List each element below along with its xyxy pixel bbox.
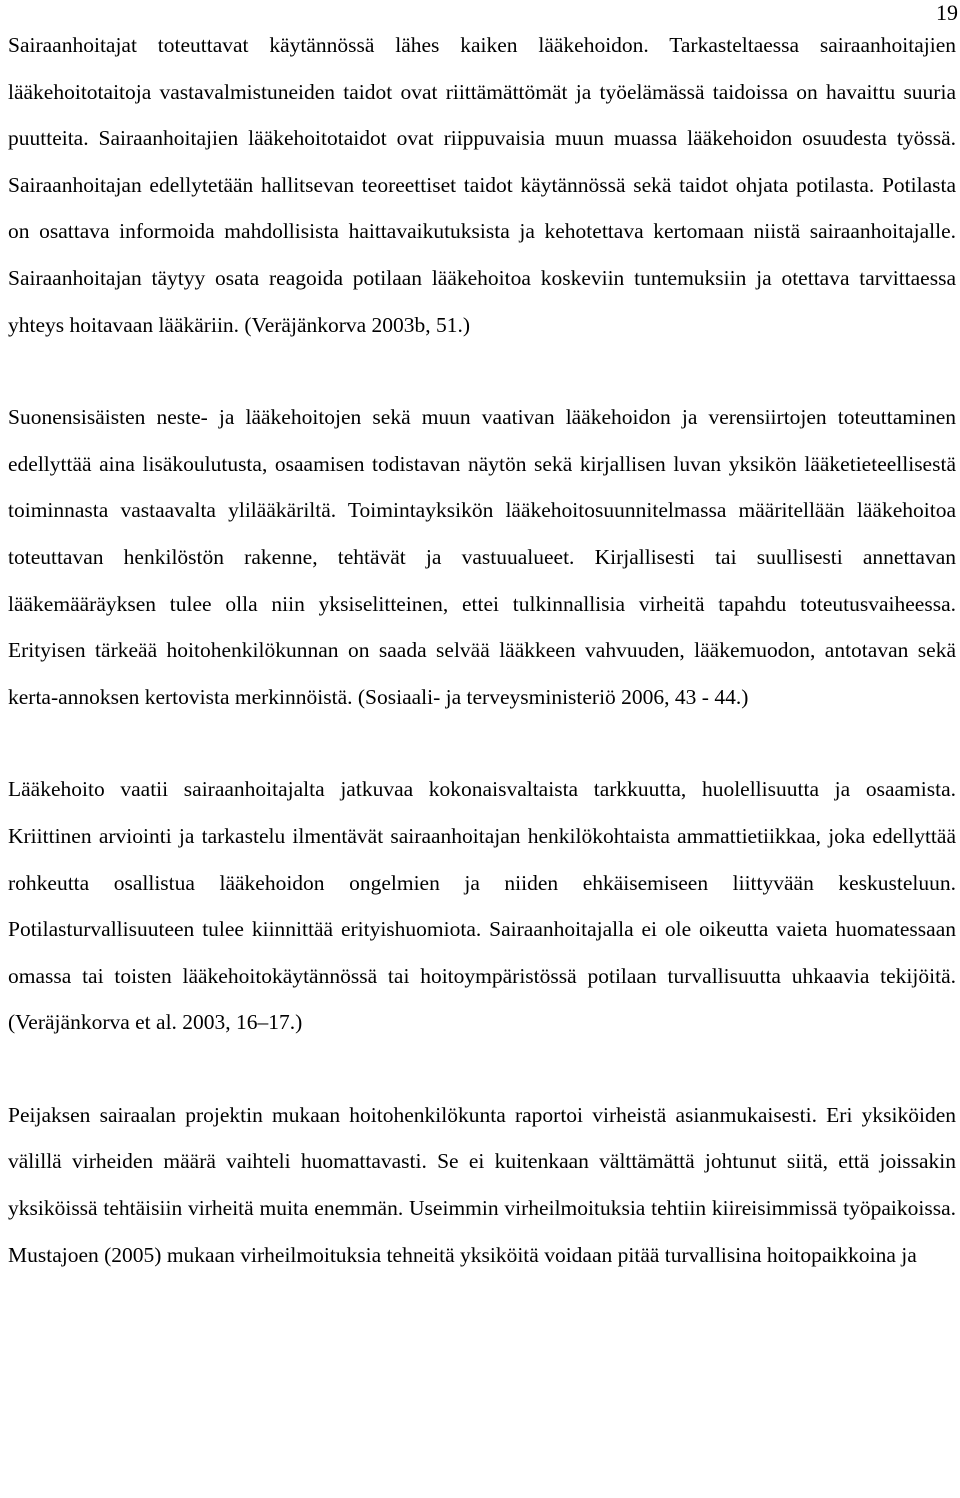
paragraph-iv-therapy-requirements: Suonensisäisten neste- ja lääkehoitojen sekä muun vaativan lääkehoidon ja verensiirtojen toteuttaminen edellyttää aina lisäkoulutusta, osaamisen todistavan näytön sekä kirjallisen luvan yksikön lääketieteellisestä toiminnasta vastaavalta ylilääkäriltä. Toimintayksikön lääkehoitosuunnitelmassa määritellään lääkehoitoa toteuttavan henkilöstön rakenne, tehtävät ja vastuualueet. Kirjallisesti tai suullisesti annettavan lääkemääräyksen tulee olla niin yksiselitteinen, ettei tulkinnallisia virheitä tapahdu toteutusvaiheessa. Erityisen tärkeää hoitohenkilökunnan on saada selvää lääkkeen vahvuuden, lääkemuodon, antotavan sekä kerta-annoksen kertovista merkinnöistä. (Sosiaali- ja terveysministeriö 2006, 43 - 44.) <box>8 405 956 709</box>
body-text <box>8 22 956 1278</box>
paragraph-error-reporting: Peijaksen sairaalan projektin mukaan hoitohenkilökunta raportoi virheistä asianmukaisesti. Eri yksiköiden välillä virheiden määrä vaihteli huomattavasti. Se ei kuitenkaan välttämättä johtunut siitä, että joissakin yksiköissä tehtäisiin virheitä muita enemmän. Useimmin virheilmoituksia tehtiin kiireisimmissä työpaikoissa. Mustajoen (2005) mukaan virheilmoituksia tehneitä yksiköitä voidaan pitää turvallisina hoitopaikkoina ja <box>8 1102 956 1267</box>
paragraph-medication-skills: Sairaanhoitajat toteuttavat käytännössä lähes kaiken lääkehoidon. Tarkasteltaessa sairaanhoitajien lääkehoitotaitoja vastavalmistuneiden taidot ovat riittämättömät ja työelämässä taidoissa on havaittu suuria puutteita. Sairaanhoitajien lääkehoitotaidot ovat riippuvaisia muun muassa lääkehoidon osuudesta työssä. Sairaanhoitajan edellytetään hallitsevan teoreettiset taidot käytännössä sekä taidot ohjata potilasta. Potilasta on osattava informoida mahdollisista haittavaikutuksista ja kehotettava kertomaan niistä sairaanhoitajalle. Sairaanhoitajan täytyy osata reagoida potilaan lääkehoitoa koskeviin tuntemuksiin ja otettava tarvittaessa yhteys hoitavaan lääkäriin. (Veräjänkorva 2003b, 51.) <box>8 33 956 337</box>
paragraph-professional-ethics: Lääkehoito vaatii sairaanhoitajalta jatkuvaa kokonaisvaltaista tarkkuutta, huolellisuutta ja osaamista. Kriittinen arviointi ja tarkastelu ilmentävät sairaanhoitajan henkilökohtaista ammattietiikkaa, joka edellyttää rohkeutta osallistua lääkehoidon ongelmien ja niiden ehkäisemiseen liittyvään keskusteluun. Potilasturvallisuuteen tulee kiinnittää erityishuomiota. Sairaanhoitajalla ei ole oikeutta vaieta huomatessaan omassa tai toisten lääkehoitokäytännössä tai hoitoympäristössä potilaan turvallisuutta uhkaavia tekijöitä. (Veräjänkorva et al. 2003, 16–17.) <box>8 777 956 1035</box>
page-number: 19 <box>936 0 958 25</box>
